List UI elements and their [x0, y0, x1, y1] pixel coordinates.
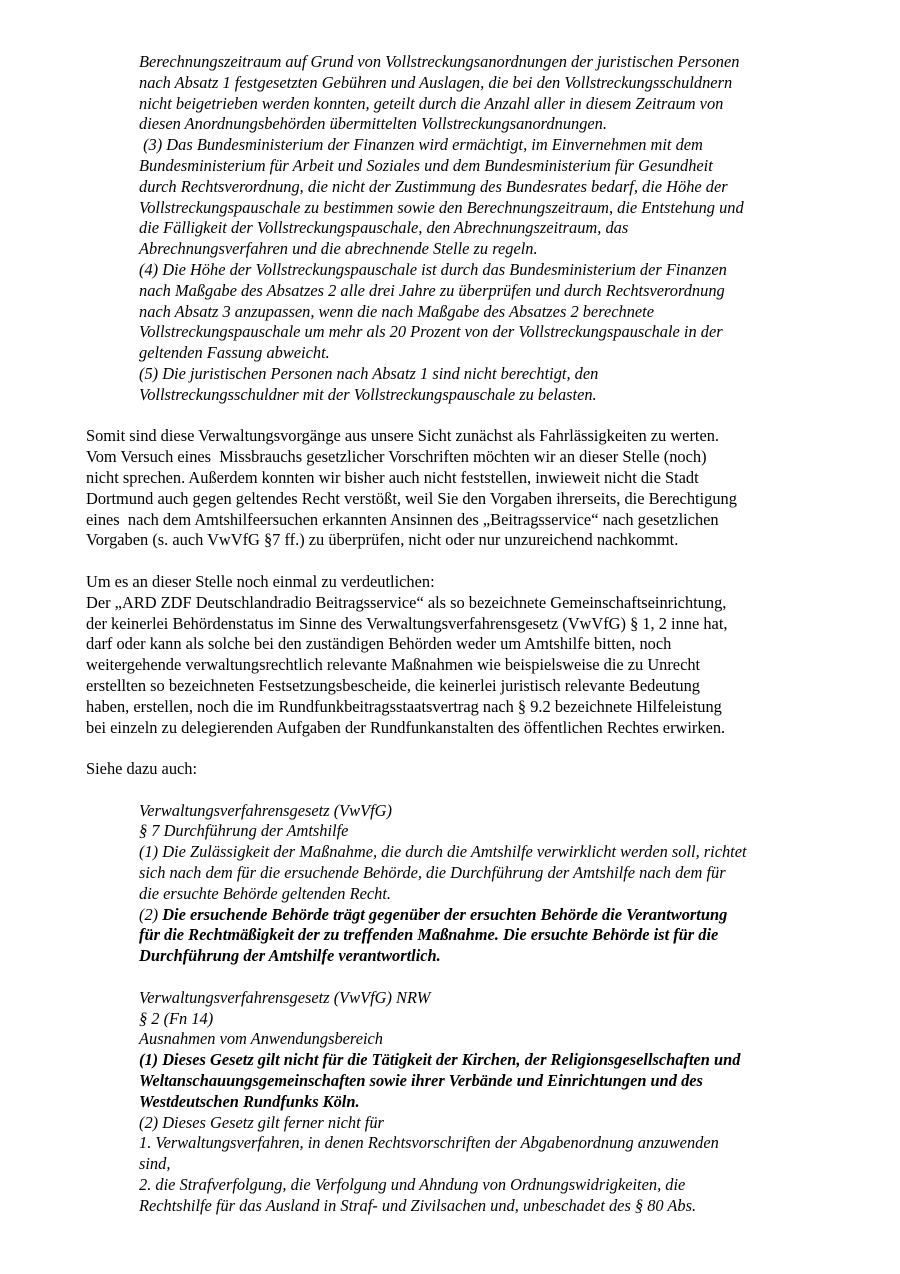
- paragraph-siehe-dazu: [86, 759, 826, 780]
- quoted-law-excerpt-vollstreckungspauschale: [139, 52, 829, 406]
- text-line: Bundesministerium für Arbeit und Soziales und dem Bundesministerium für Gesundheit: [139, 155, 713, 175]
- text-line: erstellten so bezeichneten Festsetzungsbescheide, die keinerlei juristisch relevante Bedeutung: [86, 675, 700, 695]
- text-line: Somit sind diese Verwaltungsvorgänge aus unsere Sicht zunächst als Fahrlässigkeiten zu werten.: [86, 426, 720, 446]
- text-line: (2) Dieses Gesetz gilt ferner nicht für: [139, 1112, 384, 1132]
- paragraph-fahrlaessigkeiten: [86, 426, 826, 551]
- text-line: Vollstreckungsschuldner mit der Vollstreckungspauschale zu belasten.: [139, 384, 597, 404]
- bold-text-line: Weltanschauungsgemeinschaften sowie ihrer Verbände und Einrichtungen und des: [139, 1071, 703, 1091]
- paragraph-beitragsservice: [86, 572, 826, 738]
- text-line: eines nach dem Amtshilfeersuchen erkannten Ansinnen des „Beitragsservice“ nach gesetzlichen: [86, 509, 719, 529]
- text-line: die ersuchte Behörde geltenden Recht.: [139, 883, 391, 903]
- text-line: haben, erstellen, noch die im Rundfunkbeitragsstaatsvertrag nach § 9.2 bezeichnete Hilfeleistung: [86, 696, 722, 716]
- text-line: Siehe dazu auch:: [86, 759, 198, 779]
- text-line: durch Rechtsverordnung, die nicht der Zustimmung des Bundesrates bedarf, die Höhe der: [139, 176, 728, 196]
- text-line: nach Absatz 3 anzupassen, wenn die nach Maßgabe des Absatzes 2 berechnete: [139, 301, 655, 321]
- text-line: weitergehende verwaltungsrechtlich relevante Maßnahmen wie beispielsweise die zu Unrecht: [86, 655, 701, 675]
- text-line: sich nach dem für die ersuchende Behörde, die Durchführung der Amtshilfe nach dem für: [139, 863, 726, 883]
- text-line: Vollstreckungspauschale zu bestimmen sowie den Berechnungszeitraum, die Entstehung und: [139, 197, 744, 217]
- text-line: die Fälligkeit der Vollstreckungspauschale, den Abrechnungszeitraum, das: [139, 218, 629, 238]
- text-line: Berechnungszeitraum auf Grund von Vollstreckungsanordnungen der juristischen Personen: [139, 52, 740, 71]
- text-line: der keinerlei Behördenstatus im Sinne des Verwaltungsverfahrensgesetz (VwVfG) § 1, 2 inne hat,: [86, 613, 728, 633]
- text-line: Dortmund auch gegen geltendes Recht verstößt, weil Sie den Vorgaben ihrerseits, die Berechtigung: [86, 488, 737, 508]
- text-line: nicht sprechen. Außerdem konnten wir bisher auch nicht feststellen, inwieweit nicht die Stadt: [86, 467, 699, 487]
- text-line: nach Maßgabe des Absatzes 2 alle drei Jahre zu überprüfen und durch Rechtsverordnung: [139, 280, 725, 300]
- text-line: 2. die Strafverfolgung, die Verfolgung und Ahndung von Ordnungswidrigkeiten, die: [139, 1175, 686, 1195]
- text-line: nach Absatz 1 festgesetzten Gebühren und Auslagen, die bei den Vollstreckungsschuldnern: [139, 72, 733, 92]
- text-line: (5) Die juristischen Personen nach Absatz 1 sind nicht berechtigt, den: [139, 363, 599, 383]
- section-heading: § 7 Durchführung der Amtshilfe: [139, 821, 349, 841]
- text-line: Vom Versuch eines Missbrauchs gesetzlicher Vorschriften möchten wir an dieser Stelle (noch): [86, 447, 707, 467]
- text-line: Der „ARD ZDF Deutschlandradio Beitragsservice“ als so bezeichnete Gemeinschaftseinrichtung,: [86, 592, 727, 612]
- bold-text-line: für die Rechtmäßigkeit der zu treffenden Maßnahme. Die ersuchte Behörde ist für die: [139, 925, 719, 945]
- paragraph-number: (2): [139, 904, 163, 924]
- bold-text-line: (1) Dieses Gesetz gilt nicht für die Tätigkeit der Kirchen, der Religionsgesellschaften und: [139, 1050, 741, 1070]
- section-subheading: Ausnahmen vom Anwendungsbereich: [139, 1029, 383, 1049]
- text-line: 1. Verwaltungsverfahren, in denen Rechtsvorschriften der Abgabenordnung anzuwenden: [139, 1133, 719, 1153]
- text-line: Um es an dieser Stelle noch einmal zu verdeutlichen:: [86, 571, 435, 591]
- text-line: (3) Das Bundesministerium der Finanzen wird ermächtigt, im Einvernehmen mit dem: [139, 135, 703, 155]
- bold-text: Die ersuchende Behörde trägt gegenüber der ersuchten Behörde die Verantwortung: [162, 904, 728, 924]
- text-line: Vorgaben (s. auch VwVfG §7 ff.) zu überprüfen, nicht oder nur unzureichend nachkommt.: [86, 530, 679, 550]
- text-line: Vollstreckungspauschale um mehr als 20 Prozent von der Vollstreckungspauschale in der: [139, 322, 723, 342]
- bold-text-line: Westdeutschen Rundfunks Köln.: [139, 1091, 360, 1111]
- section-heading: § 2 (Fn 14): [139, 1008, 214, 1028]
- text-line: geltenden Fassung abweicht.: [139, 343, 330, 363]
- law-title: Verwaltungsverfahrensgesetz (VwVfG) NRW: [139, 987, 431, 1007]
- document-page: [0, 52, 900, 1217]
- text-line: Rechtshilfe für das Ausland in Straf- und Zivilsachen und, unbeschadet des § 80 Abs.: [139, 1195, 697, 1215]
- law-title: Verwaltungsverfahrensgesetz (VwVfG): [139, 800, 392, 820]
- text-line: (1) Die Zulässigkeit der Maßnahme, die durch die Amtshilfe verwirklicht werden soll, richtet: [139, 842, 747, 862]
- text-line: bei einzeln zu delegierenden Aufgaben der Rundfunkanstalten des öffentlichen Rechtes erwirken.: [86, 717, 726, 737]
- text-line: diesen Anordnungsbehörden übermittelten Vollstreckungsanordnungen.: [139, 114, 607, 134]
- text-line: nicht beigetrieben werden konnten, geteilt durch die Anzahl aller in diesem Zeitraum von: [139, 93, 724, 113]
- text-line: Abrechnungsverfahren und die abrechnende Stelle zu regeln.: [139, 239, 538, 259]
- text-line: darf oder kann als solche bei den zuständigen Behörden weder um Amtshilfe bitten, noch: [86, 634, 672, 654]
- bold-text-line: Durchführung der Amtshilfe verantwortlich.: [139, 946, 441, 966]
- quoted-law-vwvfg-nrw-2: [139, 988, 829, 1217]
- bold-text-line: [139, 905, 829, 926]
- text-line: (4) Die Höhe der Vollstreckungspauschale ist durch das Bundesministerium der Finanzen: [139, 259, 727, 279]
- text-line: sind,: [139, 1154, 171, 1174]
- quoted-law-vwvfg-7: [139, 801, 829, 967]
